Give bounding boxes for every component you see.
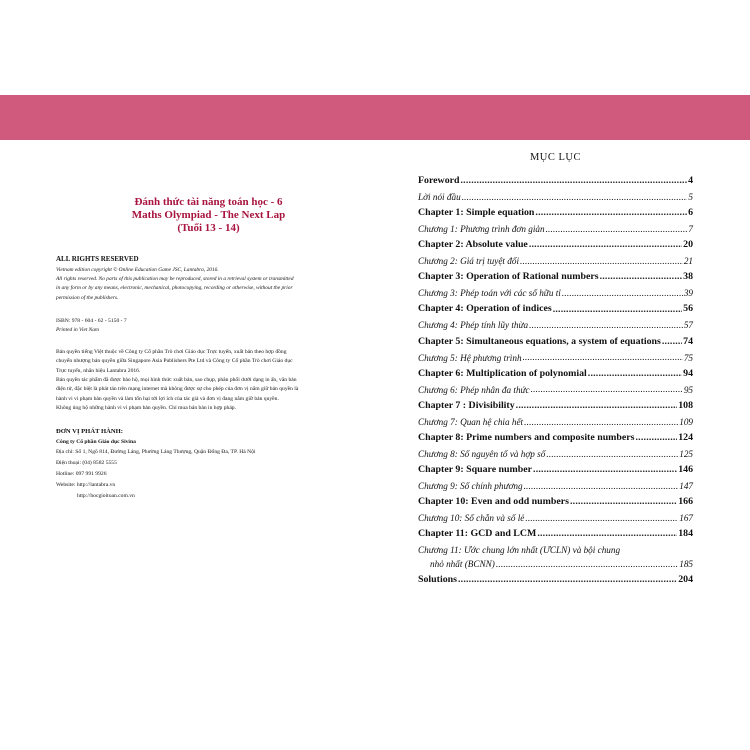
toc-entry-label: Chapter 11: GCD and LCM — [418, 528, 537, 540]
toc-entry-page: 7 — [688, 224, 693, 235]
copyright-line: permission of the publishers. — [56, 294, 119, 301]
toc-entry-label: Chương 6: Phép nhân đa thức — [418, 384, 530, 395]
toc-leader-dots — [496, 560, 678, 569]
toc-entry-page: 57 — [683, 320, 693, 331]
toc-leader-dots — [537, 529, 677, 539]
toc-entry-label: Foreword — [418, 175, 460, 187]
toc-leader-dots — [588, 369, 682, 379]
toc-leader-dots — [636, 433, 678, 443]
toc-entry-page: 204 — [678, 574, 693, 586]
toc-entry-page: 167 — [679, 513, 693, 524]
vn-rights-line: Bản quyền tiếng Việt thuộc về Công ty Cổ phần Trò chơi Giáo dục Trực tuyến, xuất bản theo hợp đồng — [56, 348, 287, 355]
publisher-phone: Điện thoại: (04) 8582 5555 — [56, 460, 117, 467]
toc-entry-label: Chapter 1: Simple equation — [418, 207, 535, 219]
toc-entry-label: Chương 7: Quan hệ chia hết — [418, 416, 524, 427]
toc-entry-page: 6 — [688, 207, 693, 219]
toc-leader-dots — [516, 401, 678, 411]
toc-leader-dots — [546, 450, 678, 459]
toc-entry — [418, 569, 693, 585]
book-title — [81, 196, 336, 235]
toc-entry — [418, 218, 693, 234]
toc-entry — [418, 314, 693, 330]
vn-protection-line: Bản quyền tác phẩm đã được bảo hộ, mọi hình thức xuất bản, sao chụp, phân phối dưới dạng in ấn, văn bản — [56, 377, 297, 384]
toc-entry-page: 185 — [679, 559, 693, 570]
toc-entry — [418, 234, 693, 250]
toc-entry-page: 74 — [683, 335, 693, 347]
toc-entry — [418, 507, 693, 523]
toc-entry — [418, 395, 693, 411]
toc-entry-label: Chapter 3: Operation of Rational numbers — [418, 271, 599, 283]
toc-entry-page: 20 — [683, 239, 693, 251]
vn-rights-line: chuyển nhượng bản quyền giữa Singapore Asia Publishers Pte Ltd và Công ty Cổ phần Trò chơi Giáo dục — [56, 358, 293, 365]
toc-entry-page: 125 — [679, 448, 693, 459]
rights-heading: ALL RIGHTS RESERVED — [56, 255, 139, 263]
toc-entry — [418, 491, 693, 507]
toc-entry-page: 109 — [679, 416, 693, 427]
toc-entry-page: 4 — [688, 175, 693, 187]
toc-entry — [418, 459, 693, 475]
toc-entry — [418, 170, 693, 186]
toc-entry-label: Chương 4: Phép tính lũy thừa — [418, 320, 529, 331]
toc-entry — [418, 475, 693, 491]
toc-leader-dots — [524, 482, 679, 491]
isbn: ISBN: 978 - 604 - 62 - 5150 - 7 — [56, 317, 127, 324]
toc-entry-label: Chương 1: Phương trình đơn giản — [418, 224, 545, 235]
toc-entry-page: 75 — [683, 352, 693, 363]
toc-leader-dots — [531, 385, 683, 394]
toc-entry-page: 184 — [678, 528, 693, 540]
toc-entry-page: 146 — [678, 463, 693, 475]
publisher-heading: ĐƠN VỊ PHÁT HÀNH: — [56, 427, 123, 435]
vn-rights-line: Trực tuyến, nhãn hiệu Lantabra 2016. — [56, 367, 141, 374]
toc-title: MỤC LỤC — [529, 152, 582, 163]
header-band — [0, 95, 750, 140]
toc-entry-page: 38 — [683, 271, 693, 283]
publisher-address: Địa chỉ: Số 1, Ngõ 814, Đường Láng, Phường Láng Thượng, Quận Đống Đa, TP. Hà Nội — [56, 449, 256, 456]
copyright-line: in any form or by any means, electronic, mechanical, photocopying, recording or otherwise, without the prior — [56, 285, 293, 292]
toc-entry — [418, 523, 693, 539]
toc-entry — [418, 347, 693, 363]
toc-entry — [418, 282, 693, 298]
toc-entry — [418, 266, 693, 282]
publisher-website-2: http://hocgioitoan.com.vn — [77, 492, 135, 499]
toc-leader-dots — [458, 575, 677, 585]
toc-entry-label: nhỏ nhất (BCNN) — [430, 559, 495, 570]
toc-entry-label: Solutions — [418, 574, 457, 586]
copyright-line: All rights reserved. No parts of this publication may be reproduced, stored in a retrieval system or transmitted — [56, 276, 294, 283]
toc-leader-dots — [553, 305, 682, 315]
toc-entry-label: Chapter 7 : Divisibility — [418, 399, 515, 411]
publisher-name: Công ty Cổ phần Giáo dục Sivina — [56, 438, 136, 445]
toc-entry — [418, 555, 693, 569]
toc-entry-label: Lời nói đầu — [418, 192, 461, 203]
toc-leader-dots — [535, 208, 687, 218]
toc-entry — [418, 539, 693, 555]
toc-leader-dots — [462, 193, 688, 202]
toc-leader-dots — [461, 176, 688, 186]
toc-leader-dots — [662, 337, 682, 347]
toc-entry-label: Chapter 2: Absolute value — [418, 239, 528, 251]
toc-entry — [418, 186, 693, 202]
toc-entry — [418, 250, 693, 266]
toc-entry-label: Chapter 6: Multiplication of polynomial — [418, 367, 587, 379]
publisher-hotline: Hotline: 097 991 9926 — [56, 471, 107, 478]
toc-entry — [418, 298, 693, 314]
toc-entry — [418, 330, 693, 346]
vn-protection-line: hành vi vi phạm bản quyền và làm tổn hại tới lợi ích của tác giả và đơn vị đang nắm giữ bản quyền. — [56, 395, 279, 402]
toc-entry-page: 95 — [683, 384, 693, 395]
toc-entry-label: Chương 2: Giá trị tuyệt đối — [418, 256, 520, 267]
toc-leader-dots — [524, 418, 678, 427]
toc-leader-dots — [520, 257, 683, 266]
toc-entry-page: 39 — [683, 288, 693, 299]
toc-entry-page: 147 — [679, 480, 693, 491]
toc-leader-dots — [533, 465, 677, 475]
toc-entry-page: 94 — [683, 367, 693, 379]
toc-entry — [418, 363, 693, 379]
copyright-line: Vietnam edition copyright © Online Education Game JSC, Lantabra, 2016. — [56, 267, 219, 273]
toc-entry-page: 5 — [688, 192, 693, 203]
book-title-en: Maths Olympiad - The Next Lap — [131, 209, 286, 221]
toc-entry-page: 166 — [678, 495, 693, 507]
printed-in: Printed in Viet Nam — [56, 326, 99, 333]
toc-entry — [418, 411, 693, 427]
toc-entry-page: 56 — [683, 303, 693, 315]
toc-entry-label: Chương 9: Số chính phương — [418, 480, 523, 491]
table-of-contents — [418, 170, 693, 585]
toc-entry-label: Chương 8: Số nguyên tố và hợp số — [418, 448, 546, 459]
toc-leader-dots — [529, 240, 682, 250]
book-title-age: (Tuổi 13 - 14) — [177, 222, 240, 234]
book-title-vi: Đánh thức tài năng toán học - 6 — [134, 196, 283, 208]
toc-entry-page: 108 — [678, 399, 693, 411]
copyright-page — [56, 196, 336, 501]
publisher-website: Website: http://lantabra.vn — [56, 481, 116, 488]
toc-entry-label: Chương 5: Hệ phương trình — [418, 352, 522, 363]
toc-entry-label: Chapter 10: Even and odd numbers — [418, 495, 569, 507]
toc-leader-dots — [525, 514, 678, 523]
toc-entry-label: Chương 11: Ước chung lớn nhất (ƯCLN) và bội chung — [418, 545, 621, 556]
toc-entry-page: 21 — [683, 256, 693, 267]
toc-leader-dots — [523, 353, 683, 362]
toc-entry — [418, 379, 693, 395]
toc-leader-dots — [600, 272, 683, 282]
vn-protection-line: Không ủng hộ những hành vi vi phạm bản quyền. Chỉ mua bán bản in hợp pháp. — [56, 405, 236, 412]
toc-entry-label: Chapter 4: Operation of indices — [418, 303, 552, 315]
toc-entry — [418, 443, 693, 459]
toc-entry — [418, 427, 693, 443]
toc-entry-label: Chapter 9: Square number — [418, 463, 533, 475]
toc-entry-label: Chapter 8: Prime numbers and composite numbers — [418, 431, 635, 443]
toc-leader-dots — [570, 497, 677, 507]
toc-entry-label: Chương 10: Số chẵn và số lẻ — [418, 513, 525, 524]
toc-leader-dots — [562, 289, 683, 298]
toc-entry-label: Chương 3: Phép toán với các số hữu tỉ — [418, 288, 561, 299]
vn-protection-line: điện tử, đặc biệt là phát tán trên mạng internet mà không được sự cho phép của đơn vị nắm giữ bản quyền là — [56, 386, 299, 393]
toc-entry — [418, 202, 693, 218]
toc-leader-dots — [529, 321, 683, 330]
toc-leader-dots — [546, 225, 688, 234]
toc-entry-page: 124 — [678, 431, 693, 443]
toc-entry-label: Chapter 5: Simultaneous equations, a system of equations — [418, 335, 661, 347]
